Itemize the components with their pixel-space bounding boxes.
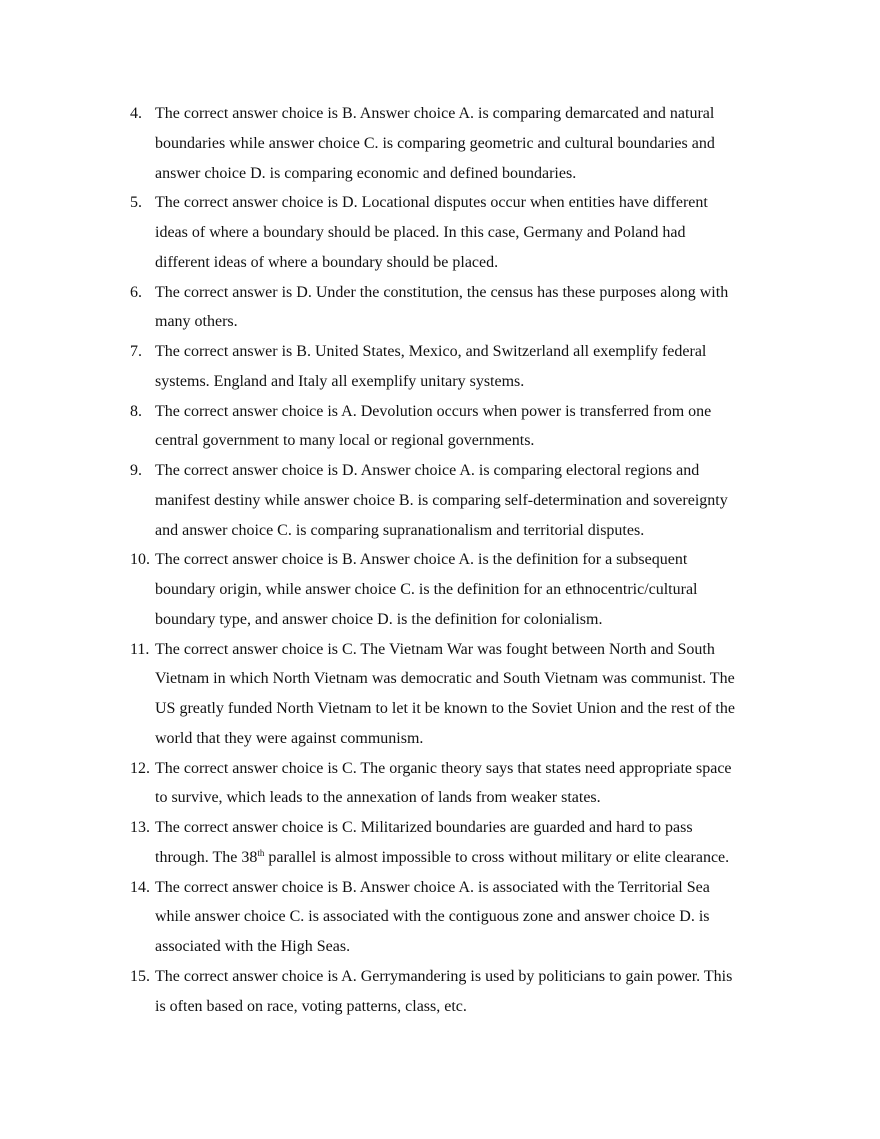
answer-item bbox=[0, 635, 880, 754]
item-text-line: The correct answer is D. Under the constitution, the census has these purposes along with bbox=[155, 283, 729, 301]
item-text-line: ideas of where a boundary should be placed. In this case, Germany and Poland had bbox=[155, 224, 686, 241]
answer-item bbox=[0, 397, 880, 457]
text-segment: through. The 38 bbox=[155, 848, 258, 866]
answer-item bbox=[0, 962, 880, 1022]
item-text-line: while answer choice C. is associated with the contiguous zone and answer choice D. is bbox=[155, 908, 710, 926]
item-text-line: The correct answer choice is D. Answer choice A. is comparing electoral regions and bbox=[155, 462, 700, 479]
item-number: 12. bbox=[130, 759, 150, 777]
answer-item bbox=[0, 337, 880, 397]
answer-key-list bbox=[0, 99, 880, 1021]
text-segment: parallel is almost impossible to cross without military or elite clearance. bbox=[264, 848, 730, 866]
item-text-line: to survive, which leads to the annexation of lands from weaker states. bbox=[155, 789, 601, 807]
item-text-line: The correct answer choice is D. Locational disputes occur when entities have different bbox=[155, 194, 708, 212]
item-text-line: The correct answer choice is B. Answer choice A. is associated with the Territorial Sea bbox=[155, 878, 710, 896]
item-text-line: boundary type, and answer choice D. is the definition for colonialism. bbox=[155, 610, 603, 628]
item-text-line: The correct answer choice is C. The Vietnam War was fought between North and South bbox=[155, 640, 715, 658]
item-number: 7. bbox=[130, 343, 142, 360]
item-text-line: The correct answer is B. United States, Mexico, and Switzerland all exemplify federal bbox=[155, 343, 707, 360]
item-text-line: Vietnam in which North Vietnam was democratic and South Vietnam was communist. The bbox=[155, 670, 735, 688]
item-number: 4. bbox=[130, 105, 142, 122]
answer-item bbox=[0, 545, 880, 634]
item-number: 6. bbox=[130, 283, 142, 301]
answer-item bbox=[0, 456, 880, 545]
item-text-line: central government to many local or regional governments. bbox=[155, 432, 535, 450]
item-number: 9. bbox=[130, 462, 142, 479]
item-text-line: systems. England and Italy all exemplify unitary systems. bbox=[155, 372, 525, 390]
item-text-line: US greatly funded North Vietnam to let it be known to the Soviet Union and the rest of the bbox=[155, 700, 735, 717]
answer-item bbox=[0, 99, 880, 188]
item-text-line: The correct answer choice is A. Gerrymandering is used by politicians to gain power. This bbox=[155, 967, 733, 985]
item-number: 15. bbox=[130, 967, 150, 985]
answer-item bbox=[0, 278, 880, 338]
item-text-line: The correct answer choice is C. Militarized boundaries are guarded and hard to pass bbox=[155, 819, 693, 836]
item-number: 8. bbox=[130, 402, 142, 420]
item-text-line: different ideas of where a boundary should be placed. bbox=[155, 253, 499, 271]
item-text-line bbox=[155, 843, 880, 873]
item-text-line: The correct answer choice is A. Devolution occurs when power is transferred from one bbox=[155, 402, 712, 420]
item-text-line: boundary origin, while answer choice C. is the definition for an ethnocentric/cultural bbox=[155, 581, 698, 598]
item-number: 14. bbox=[130, 878, 150, 896]
superscript-text: th bbox=[257, 847, 265, 858]
item-text-line: The correct answer choice is B. Answer choice A. is the definition for a subsequent bbox=[155, 551, 688, 569]
answer-item bbox=[0, 188, 880, 277]
answer-item bbox=[0, 754, 880, 814]
item-number: 11. bbox=[130, 640, 150, 658]
item-text-line: answer choice D. is comparing economic and defined boundaries. bbox=[155, 164, 577, 182]
item-text-line: associated with the High Seas. bbox=[155, 938, 351, 955]
item-text-line: many others. bbox=[155, 313, 238, 331]
item-number: 10. bbox=[130, 551, 150, 569]
item-text-line: world that they were against communism. bbox=[155, 729, 424, 747]
item-text-line: boundaries while answer choice C. is comparing geometric and cultural boundaries and bbox=[155, 134, 715, 152]
item-text-line: is often based on race, voting patterns, class, etc. bbox=[155, 997, 467, 1015]
item-number: 13. bbox=[130, 819, 150, 836]
item-text-line: manifest destiny while answer choice B. is comparing self-determination and sovereignty bbox=[155, 491, 728, 509]
item-number: 5. bbox=[130, 194, 142, 212]
item-text-line: The correct answer choice is B. Answer choice A. is comparing demarcated and natural bbox=[155, 105, 715, 122]
answer-item bbox=[0, 873, 880, 962]
item-text-line: The correct answer choice is C. The organic theory says that states need appropriate space bbox=[155, 759, 732, 777]
item-text-line: and answer choice C. is comparing supranationalism and territorial disputes. bbox=[155, 521, 645, 539]
answer-item bbox=[0, 813, 880, 873]
